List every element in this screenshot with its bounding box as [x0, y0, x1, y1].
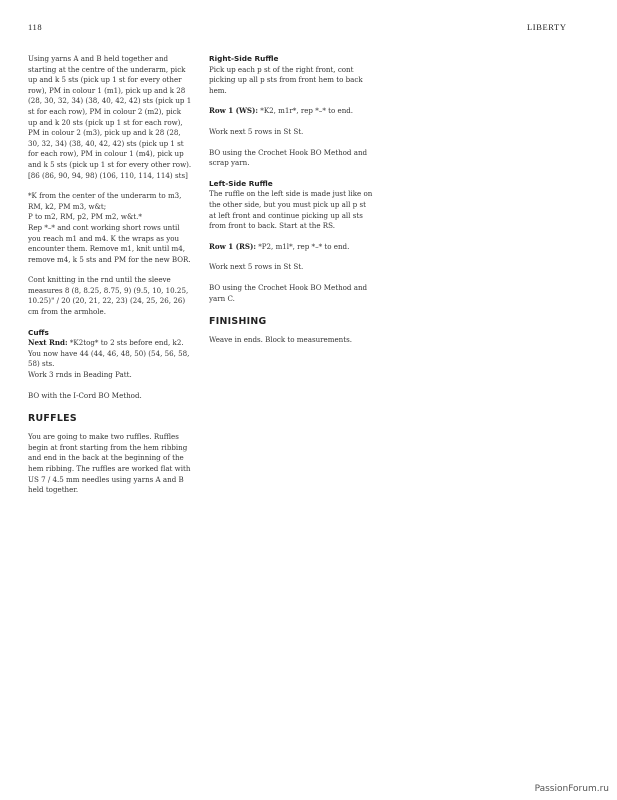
book-title: LIBERTY — [527, 22, 567, 32]
continue-paragraph: Cont knitting in the rnd until the sleeve measures 8 (8, 8.25, 8.75, 9) (9.5, 10, 10.25, 10.25)" / 20 (20, 21, 22, 23) (24, 25, 26, 26) cm from the armhole. — [28, 275, 189, 317]
ruffles-intro: You are going to make two ruffles. Ruffles begin at front starting from the hem ribbing and end in the back at the beginning of the hem ribbing. The ruffles are worked flat with US 7 / 4.5 mm needles using yarns A and B held together. — [28, 432, 191, 495]
left-ruffle-bind-off: BO using the Crochet Hook BO Method and yarn C. — [209, 282, 368, 303]
cuffs-next-text: *K2tog* to 2 sts before end, k2. — [67, 338, 184, 348]
cuffs-stitch-count: You now have 44 (44, 46, 48, 50) (54, 56, 58, 58) sts. — [28, 348, 190, 369]
left-ruffle-pickup: The ruffle on the left side is made just like on the other side, but you must pick up all p st at left front and continue picking up all sts from front to back. Start at the RS. — [209, 189, 373, 231]
left-row1-text: *P2, m1l*, rep *–* to end. — [255, 241, 350, 251]
finishing-text: Weave in ends. Block to measurements. — [209, 335, 352, 345]
finishing-heading: FINISHING — [209, 316, 267, 328]
pickup-paragraph: Using yarns A and B held together and starting at the centre of the underarm, pick up and k 5 sts (pick up 1 st for every other row), PM in colour 1 (m1), pick up and k 28 (28, 30, 32, 34) (38, 40, 42, 42) sts (pick up 1 st for each row), PM in colour 2 (m2), pick up and k 20 sts (pick up 1 st for each row), PM in colour 2 (m3), pick up and k 28 (28, 30, 32, 34) (38, 40, 42, 42) sts (pick up 1 st for each row), PM in colour 1 (m4), pick up and k 5 sts (pick up 1 st for every other row). [86 (86, 90, 94, 98) (106, 110, 114, 114) sts] — [28, 54, 192, 180]
right-ruffle-work: Work next 5 rows in St St. — [209, 126, 304, 136]
left-column — [28, 54, 192, 506]
cuffs-next-label: Next Rnd: — [28, 338, 68, 348]
right-ruffle-row1 — [209, 106, 373, 117]
right-row1-text: *K2, m1r*, rep *–* to end. — [258, 106, 354, 116]
cuffs-bind-off: BO with the I-Cord BO Method. — [28, 390, 142, 400]
ruffles-heading: RUFFLES — [28, 413, 77, 425]
left-row1-label: Row 1 (RS): — [209, 241, 256, 251]
left-ruffle-row1 — [209, 242, 373, 253]
cuffs-next-round — [28, 338, 192, 349]
page-number: 118 — [28, 22, 43, 32]
right-ruffle-pickup: Pick up each p st of the right front, cont picking up all p sts from front hem to back hem. — [209, 64, 363, 95]
right-column — [209, 54, 373, 356]
short-rows-line-2: P to m2, RM, p2, PM m2, w&t.* — [28, 212, 142, 222]
right-row1-label: Row 1 (WS): — [209, 106, 259, 116]
left-ruffle-work: Work next 5 rows in St St. — [209, 262, 304, 272]
left-ruffle-heading: Left-Side Ruffle — [209, 178, 273, 188]
right-ruffle-bind-off: BO using the Crochet Hook BO Method and scrap yarn. — [209, 147, 368, 168]
cuffs-beading: Work 3 rnds in Beading Patt. — [28, 370, 132, 380]
right-ruffle-heading: Right-Side Ruffle — [209, 54, 279, 63]
short-rows-line-1: *K from the center of the underarm to m3, RM, k2, PM m3, w&t; — [28, 191, 182, 211]
cuffs-heading: Cuffs — [28, 327, 49, 337]
short-rows-line-3: Rep *–* and cont working short rows until you reach m1 and m4. K the wraps as you encounter them. Remove m1, knit until m4, remove m4, k 5 sts and PM for the new BOR. — [28, 222, 191, 264]
watermark: PassionForum.ru — [534, 784, 609, 794]
